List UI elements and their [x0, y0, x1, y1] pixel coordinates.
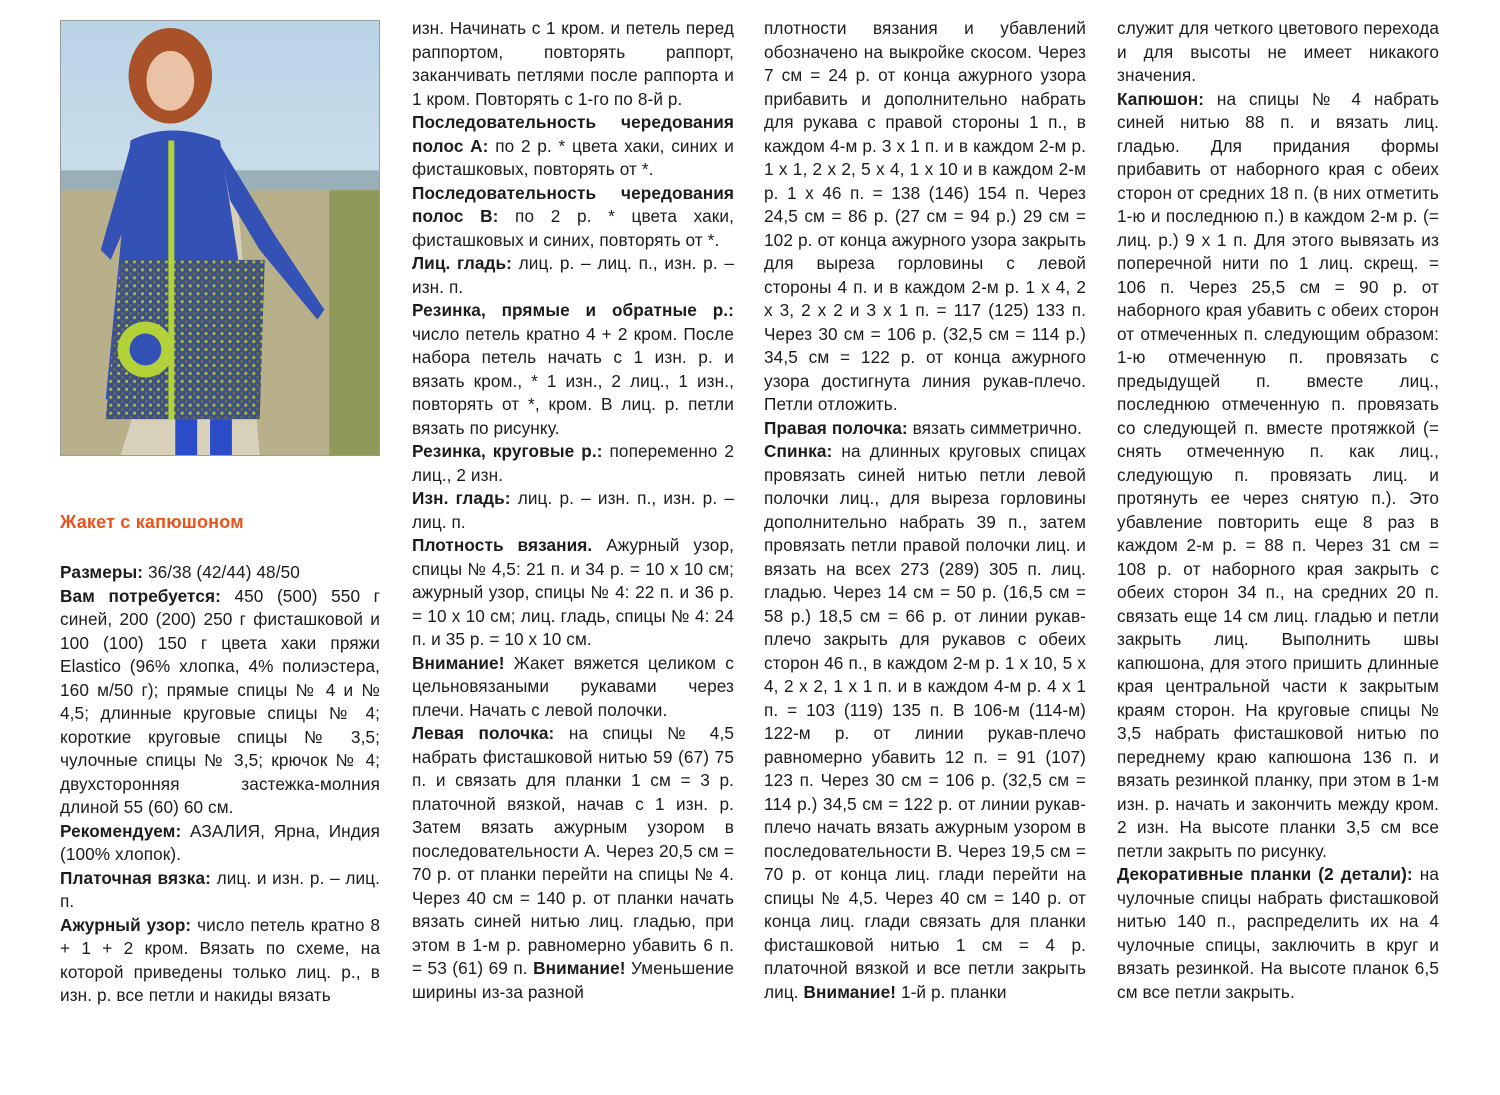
paragraph-text: лиц. р. – лиц. п., изн. р. – изн. п. — [412, 253, 734, 297]
section-heading: Резинка, прямые и обратные р.: — [412, 300, 734, 320]
paragraph — [412, 252, 734, 299]
paragraph — [764, 440, 1086, 1004]
section-heading: Левая полочка: — [412, 723, 555, 743]
paragraph — [60, 914, 380, 1008]
paragraph — [412, 487, 734, 534]
paragraph — [412, 534, 734, 652]
section-heading: Капюшон: — [1117, 88, 1205, 109]
paragraph-text: попеременно 2 лиц., 2 изн. — [412, 441, 734, 485]
column-3 — [764, 17, 1086, 1004]
paragraph-text: Ажурный узор, спицы № 4,5: 21 п. и 34 р. = 10 х 10 см; ажурный узор, спицы № 4: 22 п. и 36 р. = 10 х 10 см; лиц. гладь, спицы № 4: 24 п. и 35 р. = 10 х 10 см. — [412, 535, 734, 649]
paragraph-text: на длинных круговых спицах провязать синей нитью петли левой полочки лиц., для выреза горловины дополнительно набрать 39 п., затем провязать петли правой полочки лиц. и вязать на всех 273 (289) 305 п. лиц. гладью. Через 14 см = 50 р. (16,5 см = 58 р.) 18,5 см = 66 р. от линии рукав-плечо закрыть для рукавов с обеих сторон 46 п., в каждом 2-м р. 1 х 10, 5 х 4, 2 х 2, 1 х 1 п. и в каждом 4-м р. 4 х 1 п. = 103 (119) 135 п. В 106-м (114-м) 122-м р. от линии рукав-плечо равномерно убавить 12 п. = 91 (107) 123 п. Через 30 см = 106 р. (32,5 см = 114 р.) 34,5 см = 122 р. от линии рукав-плечо начать вязать ажурным узором в последовательности В. Через 19,5 см = 70 р. от конца лиц. глади перейти на спицы № 4,5. Через 40 см = 140 р. от конца лиц. глади связать для планки фисташковой нитью 1 см = 4 р. платочной вязкой и все петли закрыть лиц. — [764, 441, 1086, 1002]
paragraph-text: по 2 р. * цвета хаки, фисташковых и синих, повторять от *. — [412, 206, 734, 250]
paragraph — [412, 440, 734, 487]
paragraph-text: число петель кратно 8 + 1 + 2 кром. Вязать по схеме, на которой приведены только лиц. р., в изн. р. все петли и накиды вязать — [60, 914, 380, 1005]
section-heading: Внимание! — [803, 981, 897, 1002]
paragraph-text: на чулочные спицы набрать фисташковой нитью 140 п., распределить их на 4 чулочные спицы, заключить в круг и вязать резинкой. На высоте планок 6,5 см все петли закрыть. — [1117, 864, 1439, 1002]
paragraph-text: плотности вязания и убавлений обозначено на выкройке скосом. Через 7 см = 24 р. от конца ажурного узора прибавить и дополнительно набрать для рукава с правой стороны 1 п., в каждом 4-м р. 3 х 1 п. и в каждом 2-м р. 1 х 1, 2 х 2, 5 х 4, 1 х 10 и в каждом 2-м р. 1 х 46 п. = 138 (146) 154 п. Через 24,5 см = 86 р. (27 см = 94 р.) 29 см = 102 р. от конца ажурного узора закрыть для выреза горловины с левой стороны 4 п. и в каждом 2-м р. 1 х 4, 2 х 3, 2 х 2 и 3 х 1 п. = 117 (125) 133 п. Через 30 см = 106 р. (32,5 см = 114 р.) 34,5 см = 122 р. от конца ажурного узора достигнута линия рукав-плечо. Петли отложить. — [764, 18, 1086, 414]
paragraph — [412, 111, 734, 182]
section-heading: Правая полочка: — [764, 417, 908, 438]
paragraph-text: служит для четкого цветового перехода и для высоты не имеет никакого значения. — [1117, 18, 1439, 85]
paragraph-text: на спицы № 4 набрать синей нитью 88 п. и вязать лиц. гладью. Для придания формы прибавить от наборного края с обеих сторон от средних 18 п. (в них отметить 1-ю и последнюю п.) в каждом 2-м р. (= лиц. р.) 9 х 1 п. Для этого вывязать из поперечной нити по 1 лиц. скрещ. = 106 п. Через 25,5 см = 90 р. от наборного края убавить с обеих сторон от отмеченных п. следующим образом: 1-ю отмеченную п. провязать с предыдущей п. вместе лиц., последнюю отмеченную п. провязать со следующей п. вместе протяжкой (= снять отмеченную п. как лиц., следующую п. провязать лиц. и протянуть ее через снятую п.). Это убавление повторить еще 8 раз в каждом 2-м р. = 88 п. Через 31 см = 108 р. от наборного края закрыть с обеих сторон 34 п., на средних 20 п. связать еще 14 см лиц. гладью и петли закрыть лиц. Выполнить швы капюшона, для этого пришить длинные края центральной части к закрытым краям сторон. На круговые спицы № 3,5 набрать фисташковой нитью по переднему краю капюшона 136 п. и вязать резинкой планку, при этом в 1-м изн. р. начать и закончить между кром. 2 изн. На высоте планки 3,5 см все петли закрыть по рисунку. — [1117, 88, 1439, 861]
paragraph — [412, 17, 734, 111]
section-heading: Платочная вязка: — [60, 867, 211, 888]
column-2 — [412, 17, 734, 1004]
paragraph-text: на спицы № 4,5 набрать фисташковой нитью 59 (67) 75 п. и связать для планки 1 см = 3 р. платочной вязкой, начав с 1 изн. р. Затем вязать ажурным узором в последовательности А. Через 20,5 см = 70 р. от планки перейти на спицы № 4. Через 40 см = 140 р. от планки начать вязать синей нитью лиц. гладью, при этом в 1-м р. равномерно убавить 6 п. = 53 (61) 69 п. — [412, 723, 734, 978]
paragraph — [60, 867, 380, 914]
paragraph-text: по 2 р. * цвета хаки, синих и фисташковых, повторять от *. — [412, 135, 734, 179]
paragraph — [412, 722, 734, 1004]
paragraph — [1117, 17, 1439, 88]
paragraph-text: вязать симметрично. — [907, 417, 1083, 438]
section-heading: Спинка: — [764, 441, 833, 461]
paragraph-text: 36/38 (42/44) 48/50 — [143, 562, 300, 582]
paragraph-text: 450 (500) 550 г синей, 200 (200) 250 г фисташковой и 100 (100) 150 г цвета хаки пряжи Elastico (96% хлопка, 4% полиэстера, 160 м/50 г); прямые спицы № 4 и № 4,5; длинные круговые спицы № 4; короткие круговые спицы № 3,5; чулочные спицы № 3,5; крючок № 4; двухсторонняя застежка-молния длиной 55 (60) 60 см. — [60, 585, 380, 817]
paragraph-text: АЗАЛИЯ, Ярна, Индия (100% хлопок). — [60, 820, 380, 864]
paragraph-text: Жакет вяжется целиком с цельновязаными рукавами через плечи. Начать с левой полочки. — [412, 652, 734, 720]
paragraph — [412, 299, 734, 440]
section-heading: Ажурный узор: — [60, 914, 192, 935]
paragraph — [412, 182, 734, 253]
paragraph — [412, 652, 734, 723]
paragraph-text: лиц. р. – изн. п., изн. р. – лиц. п. — [412, 488, 734, 532]
paragraph — [1117, 863, 1439, 1004]
paragraph-text: Уменьшение ширины из-за разной — [412, 958, 735, 1002]
section-heading: Размеры: — [60, 562, 144, 582]
section-heading: Последовательность чередования полос А: — [412, 112, 734, 156]
paragraph — [60, 585, 380, 820]
model-photo — [60, 20, 380, 456]
section-heading: Изн. гладь: — [412, 488, 511, 508]
paragraph — [1117, 88, 1439, 864]
section-heading: Последовательность чередования полос В: — [412, 182, 734, 226]
paragraph — [764, 17, 1086, 417]
section-heading: Резинка, круговые р.: — [412, 441, 603, 461]
paragraph — [60, 820, 380, 867]
section-heading: Лиц. гладь: — [412, 253, 512, 273]
section-heading: Вам потребуется: — [60, 585, 221, 606]
section-heading: Внимание! — [412, 652, 505, 673]
paragraph-text: изн. Начинать с 1 кром. и петель перед раппортом, повторять раппорт, заканчивать петлями после раппорта и 1 кром. Повторять с 1-го по 8-й р. — [412, 18, 734, 109]
paragraph-text: лиц. и изн. р. – лиц. п. — [60, 867, 380, 911]
paragraph-text: 1-й р. планки — [896, 981, 1007, 1002]
paragraph — [764, 417, 1086, 441]
section-heading: Плотность вязания. — [412, 535, 593, 555]
section-heading: Внимание! — [533, 958, 626, 978]
column-1 — [60, 561, 380, 1008]
paragraph-text: число петель кратно 4 + 2 кром. После набора петель начать с 1 изн. р. и вязать кром., * 1 изн., 2 лиц., 1 изн., повторять от *, кром. В лиц. р. петли вязать по рисунку. — [412, 323, 734, 438]
paragraph — [60, 561, 380, 585]
section-heading: Рекомендуем: — [60, 820, 182, 841]
section-heading: Декоративные планки (2 детали): — [1117, 864, 1413, 884]
article-title: Жакет с капюшоном — [60, 512, 244, 532]
column-4 — [1117, 17, 1439, 1004]
